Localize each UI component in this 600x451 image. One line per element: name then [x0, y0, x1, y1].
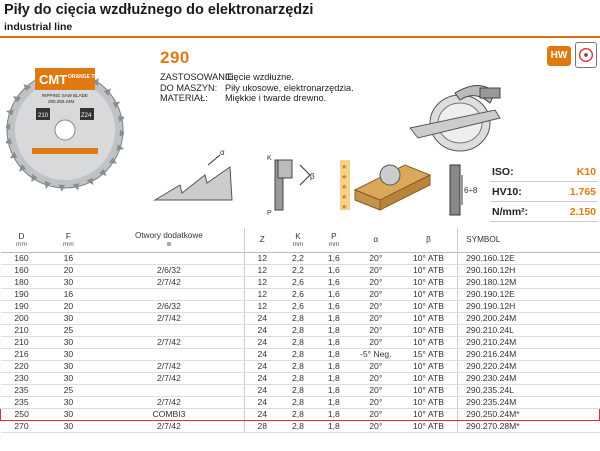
k-label: K [267, 155, 272, 162]
saw-blade-image [6, 40, 124, 220]
table-cell: 10° ATB [400, 408, 458, 420]
table-row-highlighted [1, 408, 600, 420]
column-header-unit: mm [328, 240, 340, 248]
alpha-label: α [220, 148, 225, 157]
table-cell: 190 [1, 300, 43, 312]
table-cell: 2/7/42 [94, 396, 244, 408]
table-cell: 2,8 [280, 360, 316, 372]
table-cell: 210 [1, 324, 43, 336]
table-cell: 290.180.12M [458, 276, 600, 288]
table-cell: 16 [42, 288, 94, 300]
spec-value: Piły ukosowe, elektronarzędzia. [225, 82, 354, 93]
blade-size-left: 210 [38, 113, 49, 119]
property-value: K10 [576, 166, 596, 178]
property-label: HV10: [492, 186, 522, 198]
certification-icon [575, 42, 597, 68]
table-cell: 1,8 [316, 408, 352, 420]
table-cell: 20° [352, 384, 400, 396]
table-cell: 290.190.12E [458, 288, 600, 300]
table-cell: 235 [1, 384, 43, 396]
table-cell: 290.230.24M [458, 372, 600, 384]
column-header-unit: mm [292, 240, 304, 248]
spec-value: Miękkie i twarde drewno. [225, 93, 327, 103]
table-cell: 1,8 [316, 396, 352, 408]
table-cell: 290.220.24M [458, 360, 600, 372]
wood-cut-diagram [355, 165, 430, 210]
table-cell: 20° [352, 300, 400, 312]
table-cell: 1,8 [316, 360, 352, 372]
hw-badge: HW [547, 46, 571, 66]
table-cell: 290.216.24M [458, 348, 600, 360]
table-row [1, 312, 600, 324]
column-header-label: F [65, 231, 71, 241]
column-header-unit: ⊕ [166, 241, 172, 249]
beta-label: β [310, 172, 315, 181]
table-row [1, 276, 600, 288]
table-row [1, 300, 600, 312]
table-cell [94, 384, 244, 396]
table-cell: 190 [1, 288, 43, 300]
table-cell: 2,8 [280, 372, 316, 384]
column-header-label: β [426, 235, 431, 245]
table-body [1, 252, 600, 432]
blade-label: RIPPING SAW BLADE [42, 93, 88, 98]
table-row [1, 420, 600, 432]
column-header [42, 228, 94, 252]
table-cell: 290.160.12H [458, 264, 600, 276]
column-header [280, 228, 316, 252]
table-cell: 230 [1, 372, 43, 384]
table-cell: 1,6 [316, 288, 352, 300]
property-label: ISO: [492, 166, 514, 178]
property-row [490, 182, 598, 202]
table-cell: 2/6/32 [94, 264, 244, 276]
table-cell: 20° [352, 252, 400, 264]
table-cell: 10° ATB [400, 312, 458, 324]
blade-code: 290.250.24M [48, 99, 75, 104]
table-cell: 20° [352, 312, 400, 324]
product-table [0, 228, 600, 433]
spec-value: Cięcie wzdłużne. [225, 72, 294, 82]
column-header [94, 228, 244, 252]
table-row [1, 324, 600, 336]
table-cell: 1,6 [316, 252, 352, 264]
table-cell: 2/6/32 [94, 300, 244, 312]
spec-label: MATERIAŁ: [160, 93, 208, 103]
table-row [1, 396, 600, 408]
tooth-geometry-diagrams [150, 145, 440, 220]
table-cell: 1,8 [316, 372, 352, 384]
table-cell: 1,8 [316, 420, 352, 432]
table-row [1, 288, 600, 300]
blade-disc [6, 68, 124, 192]
table-cell: 10° ATB [400, 288, 458, 300]
table-cell: 290.190.12H [458, 300, 600, 312]
table-cell: 24 [244, 408, 280, 420]
svg-text:★: ★ [341, 164, 348, 171]
spec-row [160, 72, 354, 83]
table-cell: 2/7/42 [94, 420, 244, 432]
table-cell: 20° [352, 420, 400, 432]
column-header [316, 228, 352, 252]
table-cell: 30 [42, 420, 94, 432]
table-cell: 20° [352, 396, 400, 408]
table-cell: 30 [42, 276, 94, 288]
column-header-unit: mm [62, 240, 74, 248]
table-row [1, 372, 600, 384]
table-cell: 12 [244, 288, 280, 300]
table-cell [94, 324, 244, 336]
table-cell: 2/7/42 [94, 312, 244, 324]
header-rule [0, 36, 600, 38]
table-row [1, 252, 600, 264]
table-row [1, 336, 600, 348]
table-cell: 1,6 [316, 276, 352, 288]
table-cell: 24 [244, 372, 280, 384]
table-cell: 2,6 [280, 288, 316, 300]
table-cell: 2,8 [280, 324, 316, 336]
table-cell: 160 [1, 252, 43, 264]
table-cell: 2/7/42 [94, 360, 244, 372]
table-cell: 10° ATB [400, 396, 458, 408]
column-header-label: Z [259, 235, 265, 245]
table-cell: 1,8 [316, 348, 352, 360]
table-cell: 10° ATB [400, 384, 458, 396]
property-value: 2.150 [569, 206, 596, 218]
property-label: N/mm²: [492, 206, 529, 218]
table-cell: 290.270.28M* [458, 420, 600, 432]
table-cell: 2,6 [280, 276, 316, 288]
table-cell [94, 252, 244, 264]
table-cell: 216 [1, 348, 43, 360]
blade-logo: CMT [39, 72, 68, 87]
column-header [1, 228, 43, 252]
table-cell: 2/7/42 [94, 372, 244, 384]
rake-angle-diagram [155, 148, 232, 200]
table-row [1, 264, 600, 276]
table-cell: 20° [352, 288, 400, 300]
table-cell: 290.235.24M [458, 396, 600, 408]
model-number: 290 [160, 48, 190, 67]
property-value: 1.765 [569, 186, 596, 198]
table-cell: 24 [244, 336, 280, 348]
table-cell: 290.235.24L [458, 384, 600, 396]
table-cell: 2,8 [280, 408, 316, 420]
spec-row [160, 93, 354, 104]
table-cell: 2,8 [280, 336, 316, 348]
table-cell: 16 [42, 252, 94, 264]
table-cell: 290.210.24L [458, 324, 600, 336]
table-header-row [1, 228, 600, 252]
column-header-label: D [18, 231, 25, 241]
hardness-stars [340, 160, 350, 211]
table-cell: 20° [352, 360, 400, 372]
table-cell: 1,8 [316, 384, 352, 396]
table-cell: 20° [352, 324, 400, 336]
table-cell: 24 [244, 384, 280, 396]
table-cell: 210 [1, 336, 43, 348]
table-cell: 2,2 [280, 264, 316, 276]
table-cell: 1,6 [316, 300, 352, 312]
table-cell: 220 [1, 360, 43, 372]
table-cell: 30 [42, 312, 94, 324]
svg-text:★: ★ [341, 184, 348, 191]
table-cell: 20° [352, 264, 400, 276]
table-cell: 24 [244, 360, 280, 372]
table-cell: 270 [1, 420, 43, 432]
svg-text:★: ★ [341, 194, 348, 201]
table-cell: 30 [42, 360, 94, 372]
table-cell: 250 [1, 408, 43, 420]
table-cell: 12 [244, 252, 280, 264]
table-cell: 10° ATB [400, 372, 458, 384]
table-cell [94, 288, 244, 300]
table-cell: 20 [42, 264, 94, 276]
table-cell: 30 [42, 408, 94, 420]
table-cell: 12 [244, 276, 280, 288]
table-cell: 12 [244, 264, 280, 276]
column-header [400, 228, 458, 252]
table-cell: 235 [1, 396, 43, 408]
spec-label: DO MASZYN: [160, 82, 218, 93]
svg-text:★: ★ [341, 204, 348, 211]
table-cell: 30 [42, 372, 94, 384]
table-cell: 180 [1, 276, 43, 288]
table-cell: 20° [352, 276, 400, 288]
property-row [490, 162, 598, 182]
blade-thickness-diagram [440, 160, 485, 220]
svg-text:★: ★ [341, 174, 348, 181]
table-row [1, 384, 600, 396]
blade-logo-sub: ORANGE TOOLS [68, 74, 109, 80]
table-cell: 2,2 [280, 252, 316, 264]
table-cell: 10° ATB [400, 300, 458, 312]
table-cell: 1,6 [316, 264, 352, 276]
table-cell: COMBI3 [94, 408, 244, 420]
range-label: 6÷8 [464, 186, 478, 195]
table-cell: 12 [244, 300, 280, 312]
table-cell: 1,8 [316, 324, 352, 336]
table-cell: 2,6 [280, 300, 316, 312]
spec-label: ZASTOSOWANIE: [160, 72, 237, 82]
table-cell: 10° ATB [400, 276, 458, 288]
table-cell: -5° Neg. [352, 348, 400, 360]
table-cell: 10° ATB [400, 252, 458, 264]
table-cell: 2/7/42 [94, 336, 244, 348]
p-label: P [267, 210, 272, 217]
table-cell: 2/7/42 [94, 276, 244, 288]
column-header-label: α [373, 235, 379, 245]
table-cell: 200 [1, 312, 43, 324]
page-subtitle: industrial line [4, 21, 73, 33]
table-cell: 20 [42, 300, 94, 312]
column-header-label: P [331, 231, 337, 241]
table-cell: 30 [42, 336, 94, 348]
table-cell: 25 [42, 384, 94, 396]
table-cell: 2,8 [280, 420, 316, 432]
table-cell: 30 [42, 348, 94, 360]
column-header-unit: mm [16, 240, 27, 248]
table-cell: 2,8 [280, 312, 316, 324]
table-cell: 10° ATB [400, 420, 458, 432]
table-cell: 28 [244, 420, 280, 432]
spec-list [160, 72, 354, 104]
column-header [352, 228, 400, 252]
table-row [1, 348, 600, 360]
column-header [458, 228, 600, 252]
table-row [1, 360, 600, 372]
table-cell: 160 [1, 264, 43, 276]
spec-row [160, 83, 354, 94]
table-cell: 25 [42, 324, 94, 336]
column-header [244, 228, 280, 252]
table-cell: 20° [352, 408, 400, 420]
table-cell: 290.160.12E [458, 252, 600, 264]
table-cell: 10° ATB [400, 360, 458, 372]
table-cell: 290.200.24M [458, 312, 600, 324]
table-cell: 10° ATB [400, 264, 458, 276]
blade-size-right: Z24 [81, 113, 92, 119]
table-cell: 20° [352, 372, 400, 384]
table-cell: 30 [42, 396, 94, 408]
table-cell: 10° ATB [400, 324, 458, 336]
table-cell: 2,8 [280, 384, 316, 396]
property-row [490, 202, 598, 222]
page-title: Piły do cięcia wzdłużnego do elektronarzędzi [4, 2, 314, 18]
table-cell [94, 348, 244, 360]
table-cell: 2,8 [280, 396, 316, 408]
column-header-label: Otwory dodatkowe [135, 231, 203, 241]
table-cell: 1,8 [316, 312, 352, 324]
column-header-label: K [295, 231, 301, 241]
table-cell: 24 [244, 396, 280, 408]
table-cell: 24 [244, 312, 280, 324]
kerf-diagram [267, 155, 315, 217]
table-cell: 2,8 [280, 348, 316, 360]
table-cell: 290.210.24M [458, 336, 600, 348]
table-cell: 20° [352, 336, 400, 348]
table-cell: 290.250.24M* [458, 408, 600, 420]
column-header-label: SYMBOL [466, 235, 501, 245]
table-cell: 24 [244, 324, 280, 336]
material-properties [490, 162, 598, 222]
table-cell: 1,8 [316, 336, 352, 348]
table-cell: 10° ATB [400, 336, 458, 348]
table-cell: 24 [244, 348, 280, 360]
table-cell: 15° ATB [400, 348, 458, 360]
